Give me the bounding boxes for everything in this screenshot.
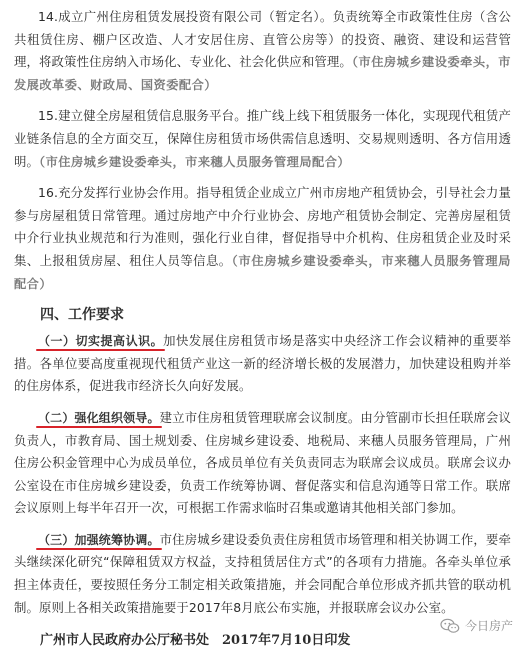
- section-heading: 四、工作要求: [40, 307, 124, 324]
- requirement-3-text: 市住房城乡建设委负责住房租赁市场管理和相关协调工作，要牵头继续深化研究“保障租赁双方权益，支持租赁居住方式”的各项有力措施。各牵头单位承担主体责任，要按照任务分工制定相关政策措施，并会同配合单位形成齐抓共管的联动机制。原则上各相关政策措施要于2017年8月底公布实施，并报联席会议办公室。: [14, 531, 511, 615]
- watermark: [440, 617, 513, 634]
- item-16: [14, 182, 511, 295]
- item-15: [14, 105, 511, 173]
- requirement-3: [14, 529, 511, 619]
- requirement-2-text: 建立市住房租赁管理联席会议制度。由分管副市长担任联席会议负责人，市教育局、国土规划委、住房城乡建设委、地税局、来穗人员服务管理局，广州住房公积金管理中心为成员单位，各成员单位有关负责同志为联席会议成员。联席会议办公室设在市住房城乡建设委，负责工作统筹协调、督促落实和信息沟通等日常工作。联席会议原则上每半年召开一次，可根据工作需求临时召集或邀请其他相关部门参加。: [14, 409, 511, 516]
- requirement-1-text: 加快发展住房租赁市场是落实中央经济工作会议精神的重要举措。各单位要高度重视现代租赁产业这一新的经济增长极的发展潜力，加快建设租购并举的住房体系，促进我市经济长久向好发展。: [14, 333, 511, 394]
- requirement-1-label: （一）切实提高认识。: [38, 334, 164, 349]
- item-14-lead: （市住房城乡建设委牵头，市发展改革委、财政局、国资委配合）: [14, 55, 511, 92]
- issuer-footer: 广州市人民政府办公厅秘书处 2017年7月10日印发: [40, 633, 351, 648]
- item-16-lead: （市住房城乡建设委牵头，市来穗人员服务管理局配合）: [14, 253, 511, 291]
- item-16-body: 16.充分发挥行业协会作用。指导租赁企业成立广州市房地产租赁协会，引导社会力量参与房屋租赁日常管理。通过房地产中介行业协会、房地产租赁协会制定、完善房屋租赁中介行业执业规范和行为准则，强化行业自律，督促指导中介机构、住房租赁企业及时采集、上报租赁房屋、租住人员等信息。: [14, 185, 511, 268]
- requirement-2-label: （二）强化组织领导。: [38, 410, 160, 425]
- item-14: [14, 6, 511, 96]
- item-14-body: 14.成立广州住房租赁发展投资有限公司（暂定名）。负责统筹全市政策性住房（含公共租赁住房、棚户区改造、人才安居住房、直管公房等）的投资、融资、建设和运营管理，将政策性住房纳入市场化、专业化、社会化供应和管理。: [14, 9, 511, 70]
- item-15-body: 15.建立健全房屋租赁信息服务平台。推广线上线下租赁服务一体化，实现现代租赁产业链条信息的全方面交互，保障住房租赁市场供需信息透明、交易规则透明、各方信用透明。: [14, 108, 511, 169]
- requirement-2: [14, 407, 511, 520]
- requirement-1: [14, 330, 511, 398]
- requirement-3-label: （三）加强统筹协调。: [38, 532, 160, 547]
- wechat-icon: [440, 618, 460, 634]
- item-15-lead: （市住房城乡建设委牵头，市来穗人员服务管理局配合）: [38, 154, 351, 169]
- watermark-text: 今日房产: [464, 619, 513, 633]
